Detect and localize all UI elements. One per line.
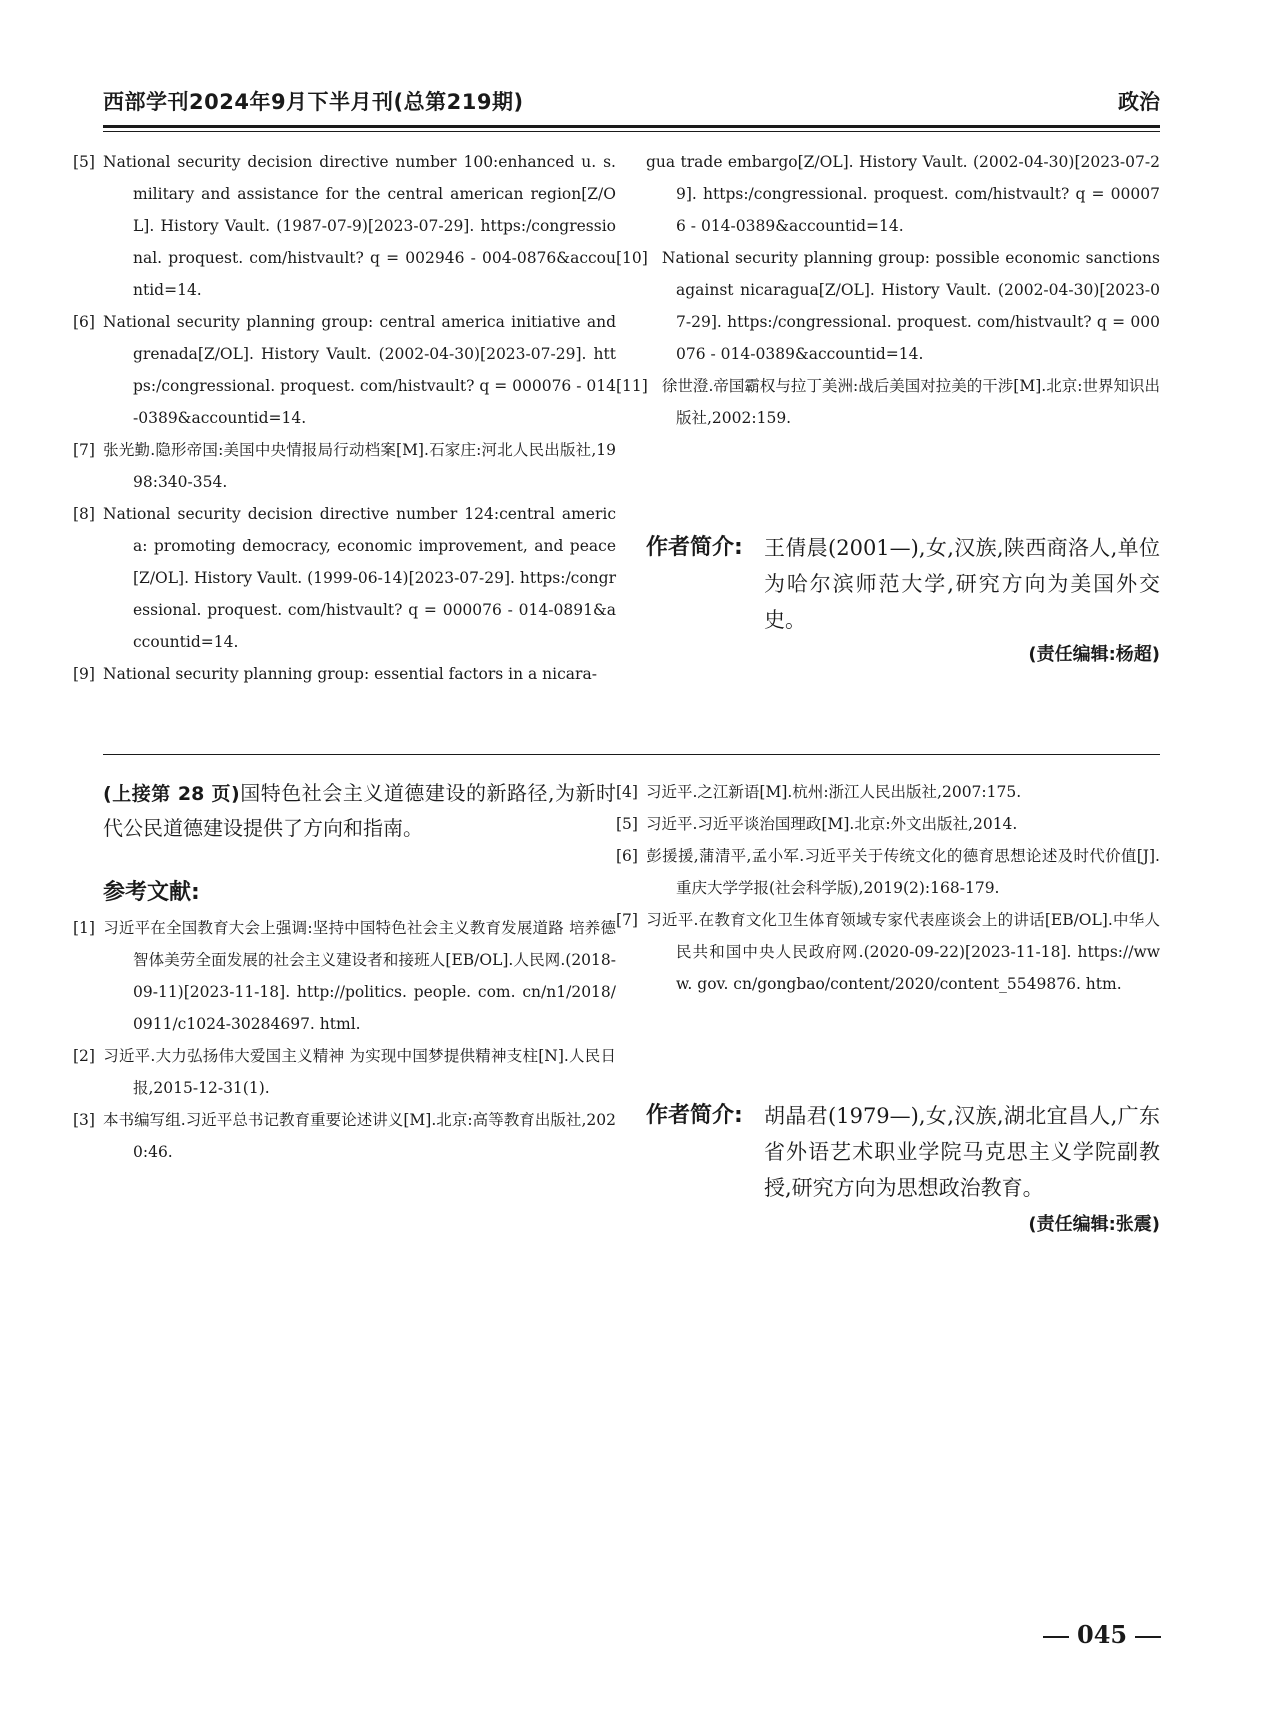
reference-item: [11] 徐世澄.帝国霸权与拉丁美洲:战后美国对拉美的干涉[M].北京:世界知识出版社,2002:159. bbox=[616, 377, 1160, 427]
top-left-column bbox=[73, 146, 616, 690]
bottom-right-column bbox=[616, 776, 1160, 1000]
reference-item: [10] National security planning group: possible economic sanctions against nicaragua[Z/OL]. History Vault. (2002-04-30)[2023-07-29]. https:/congressional. proquest. com/histvault? q = 000076 - 014-0389&accountid=14. bbox=[616, 249, 1160, 363]
journal-title: 西部学刊2024年9月下半月刊(总第219期) bbox=[103, 90, 524, 114]
reference-item: [2] 习近平.大力弘扬伟大爱国主义精神 为实现中国梦提供精神支柱[N].人民日报,2015-12-31(1). bbox=[73, 1047, 616, 1097]
author-bio-text: 胡晶君(1979—),女,汉族,湖北宜昌人,广东省外语艺术职业学院马克思主义学院副教授,研究方向为思想政治教育。 bbox=[764, 1104, 1160, 1200]
reference-item: [1] 习近平在全国教育大会上强调:坚持中国特色社会主义教育发展道路 培养德智体美劳全面发展的社会主义建设者和接班人[EB/OL].人民网.(2018-09-11)[2023-11-18]. http://politics. people. com. cn/n1/2018/0911/c1024-30284697. html. bbox=[73, 919, 616, 1033]
reference-item: [5] National security decision directive number 100:enhanced u. s. military and assistance for the central american region[Z/OL]. History Vault. (1987-07-9)[2023-07-29]. https:/congressional. proquest. com/histvault? q = 002946 - 004-0876&accountid=14. bbox=[73, 153, 616, 299]
author-bio-text: 王倩晨(2001—),女,汉族,陕西商洛人,单位为哈尔滨师范大学,研究方向为美国外交史。 bbox=[764, 536, 1160, 632]
reference-item: [4] 习近平.之江新语[M].杭州:浙江人民出版社,2007:175. bbox=[616, 783, 1022, 801]
page-header bbox=[103, 86, 1160, 122]
page-number-value: 045 bbox=[1077, 1620, 1128, 1649]
reference-item: [6] National security planning group: central america initiative and grenada[Z/OL]. History Vault. (2002-04-30)[2023-07-29]. https:/congressional. proquest. com/histvault? q = 000076 - 014-0389&accountid=14. bbox=[73, 313, 616, 427]
page-number bbox=[1035, 1620, 1169, 1649]
page-number-dash-right bbox=[1135, 1636, 1161, 1638]
header-rule-thin bbox=[103, 131, 1160, 132]
continued-from-label: (上接第 28 页) bbox=[103, 783, 240, 805]
top-right-column bbox=[616, 146, 1160, 434]
author-bio bbox=[646, 530, 1160, 638]
section-name: 政治 bbox=[1118, 90, 1160, 114]
author-bio-label: 作者简介: bbox=[646, 535, 743, 560]
reference-item: [3] 本书编写组.习近平总书记教育重要论述讲义[M].北京:高等教育出版社,2020:46. bbox=[73, 1111, 616, 1161]
page-number-dash-left bbox=[1043, 1636, 1069, 1638]
continued-paragraph: (上接第 28 页)国特色社会主义道德建设的新路径,为新时代公民道德建设提供了方向和指南。 bbox=[103, 781, 616, 840]
bottom-left-column bbox=[73, 776, 616, 1168]
reference-item: [8] National security decision directive number 124:central america: promoting democracy, economic improvement, and peace [Z/OL]. History Vault. (1999-06-14)[2023-07-29]. https:/congressional. proquest. com/histvault? q = 000076 - 014-0891&accountid=14. bbox=[73, 505, 616, 651]
reference-item: [5] 习近平.习近平谈治国理政[M].北京:外文出版社,2014. bbox=[616, 815, 1018, 833]
author-bio-label: 作者简介: bbox=[646, 1103, 743, 1128]
reference-item: [7] 习近平.在教育文化卫生体育领域专家代表座谈会上的讲话[EB/OL].中华人民共和国中央人民政府网.(2020-09-22)[2023-11-18]. https://www. gov. cn/gongbao/content/2020/content_5549876. htm. bbox=[616, 911, 1160, 993]
header-rule bbox=[103, 125, 1160, 128]
reference-item: [9] National security planning group: essential factors in a nicara- bbox=[73, 665, 597, 683]
reference-item-continued: gua trade embargo[Z/OL]. History Vault. (2002-04-30)[2023-07-29]. https:/congressional. proquest. com/histvault? q = 000076 - 014-0389&accountid=14. bbox=[646, 153, 1160, 235]
reference-item: [6] 彭援援,蒲清平,孟小军.习近平关于传统文化的德育思想论述及时代价值[J].重庆大学学报(社会科学版),2019(2):168-179. bbox=[616, 847, 1160, 897]
article-divider bbox=[103, 754, 1160, 755]
references-heading: 参考文献: bbox=[103, 880, 200, 905]
editor-credit: (责任编辑:张震) bbox=[1028, 1214, 1160, 1235]
editor-credit: (责任编辑:杨超) bbox=[1028, 644, 1160, 665]
reference-item: [7] 张光勤.隐形帝国:美国中央情报局行动档案[M].石家庄:河北人民出版社,1998:340-354. bbox=[73, 441, 616, 491]
author-bio bbox=[646, 1098, 1160, 1206]
